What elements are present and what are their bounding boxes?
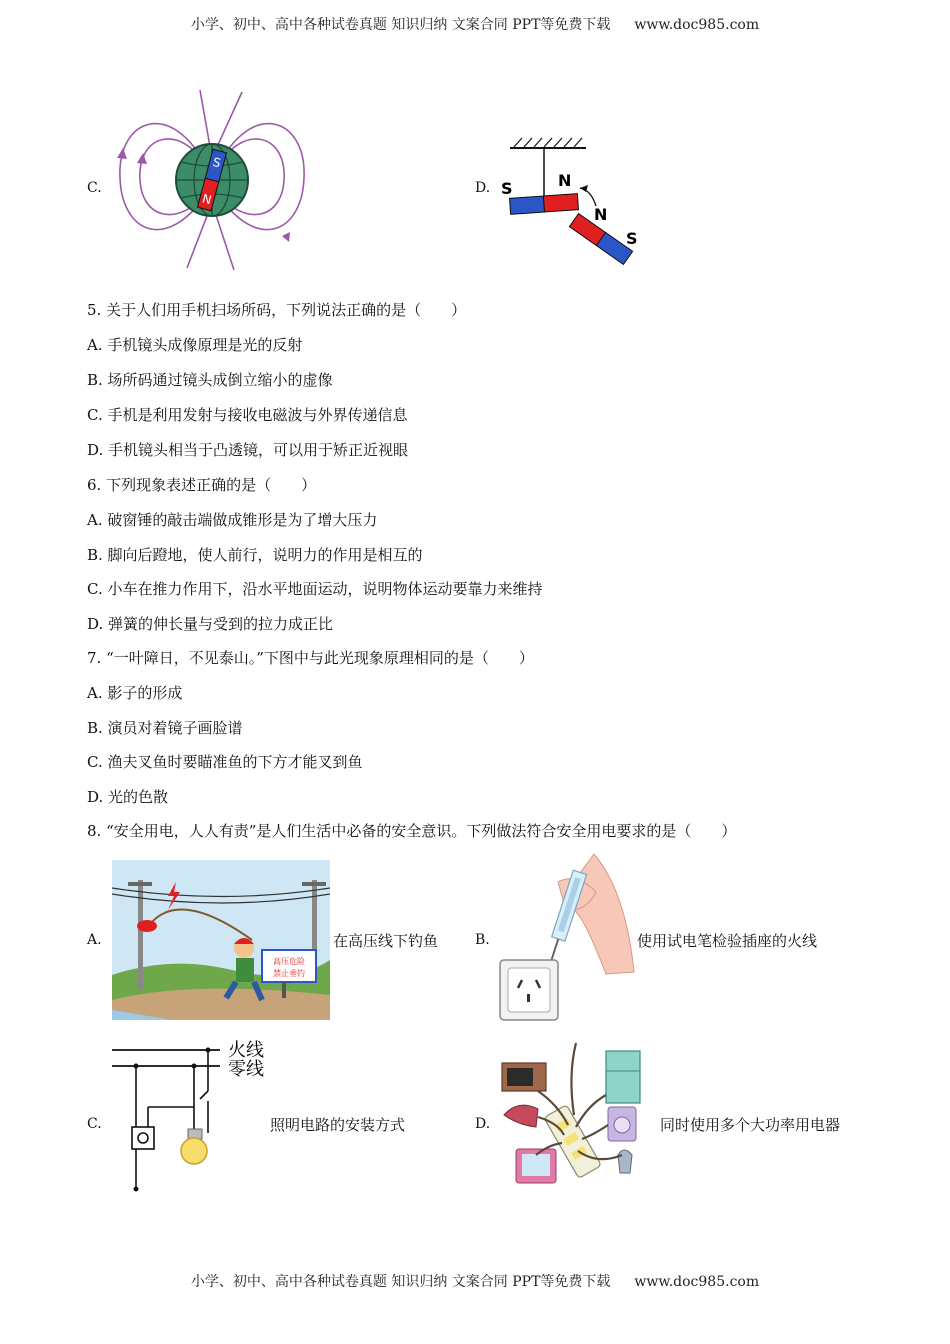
q4-option-c-label: C. xyxy=(87,180,102,196)
q6-option-d: D. 弹簧的伸长量与受到的拉力成正比 xyxy=(87,615,334,633)
top-magnet-n-label: N xyxy=(558,171,572,190)
overloaded-power-strip-image xyxy=(498,1035,658,1195)
q8-option-a-caption: 在高压线下钓鱼 xyxy=(333,932,439,950)
suspended-magnets-figure xyxy=(496,134,646,274)
page-header xyxy=(0,14,950,34)
q6-option-a: A. 破窗锤的敲击端做成锥形是为了增大压力 xyxy=(87,511,378,529)
neutral-wire-label: 零线 xyxy=(228,1059,264,1080)
q7-option-b: B. 演员对着镜子画脸谱 xyxy=(87,719,243,737)
q8-stem: 8. “安全用电，人人有责”是人们生活中必备的安全意识。下列做法符合安全用电要求的是（ ） xyxy=(87,822,737,840)
q5-option-b: B. 场所码通过镜头成倒立缩小的虚像 xyxy=(87,371,333,389)
lighting-circuit-diagram xyxy=(108,1035,278,1195)
q5-option-c: C. 手机是利用发射与接收电磁波与外界传递信息 xyxy=(87,406,408,424)
bottom-magnet-n-label: N xyxy=(594,205,608,224)
top-magnet-s-label: S xyxy=(501,179,513,198)
sign-text-line-1: 高压危险 xyxy=(273,957,305,966)
q7-option-c: C. 渔夫叉鱼时要瞄准鱼的下方才能叉到鱼 xyxy=(87,753,363,771)
globe-s-label: S xyxy=(211,154,223,171)
q8-option-a-label: A. xyxy=(87,932,102,948)
q4-option-d-label: D. xyxy=(475,180,491,196)
footer-text: 小学、初中、高中各种试卷真题 知识归纳 文案合同 PPT等免费下载 xyxy=(190,1274,611,1290)
test-pen-socket-image xyxy=(496,852,636,1024)
q7-option-a: A. 影子的形成 xyxy=(87,684,183,702)
q8-option-b-caption: 使用试电笔检验插座的火线 xyxy=(637,932,818,950)
page-footer xyxy=(0,1271,950,1291)
q7-option-d: D. 光的色散 xyxy=(87,788,169,806)
header-site: www.doc985.com xyxy=(634,17,760,33)
q8-option-d-label: D. xyxy=(475,1116,491,1132)
bottom-magnet-s-label: S xyxy=(626,229,638,248)
fishing-under-power-line-image xyxy=(112,860,330,1020)
q6-option-c: C. 小车在推力作用下，沿水平地面运动，说明物体运动要靠力来维持 xyxy=(87,580,543,598)
q6-option-b: B. 脚向后蹬地，使人前行，说明力的作用是相互的 xyxy=(87,546,423,564)
q5-stem: 5. 关于人们用手机扫场所码，下列说法正确的是（ ） xyxy=(87,301,467,319)
q8-option-c-label: C. xyxy=(87,1116,102,1132)
q7-stem: 7. “一叶障日，不见泰山。”下图中与此光现象原理相同的是（ ） xyxy=(87,649,534,667)
footer-site: www.doc985.com xyxy=(634,1274,760,1290)
q6-stem: 6. 下列现象表述正确的是（ ） xyxy=(87,476,317,494)
q8-option-c-caption: 照明电路的安装方式 xyxy=(270,1116,406,1134)
q8-option-d-caption: 同时使用多个大功率用电器 xyxy=(660,1116,841,1134)
sign-text-line-2: 禁止垂钓 xyxy=(273,969,305,978)
globe-n-label: N xyxy=(200,191,213,208)
q5-option-a: A. 手机镜头成像原理是光的反射 xyxy=(87,336,303,354)
header-text: 小学、初中、高中各种试卷真题 知识归纳 文案合同 PPT等免费下载 xyxy=(190,17,611,33)
q8-option-b-label: B. xyxy=(475,932,490,948)
live-wire-label: 火线 xyxy=(228,1040,264,1061)
q5-option-d: D. 手机镜头相当于凸透镜，可以用于矫正近视眼 xyxy=(87,441,409,459)
earth-magnetic-field-figure xyxy=(112,88,312,278)
